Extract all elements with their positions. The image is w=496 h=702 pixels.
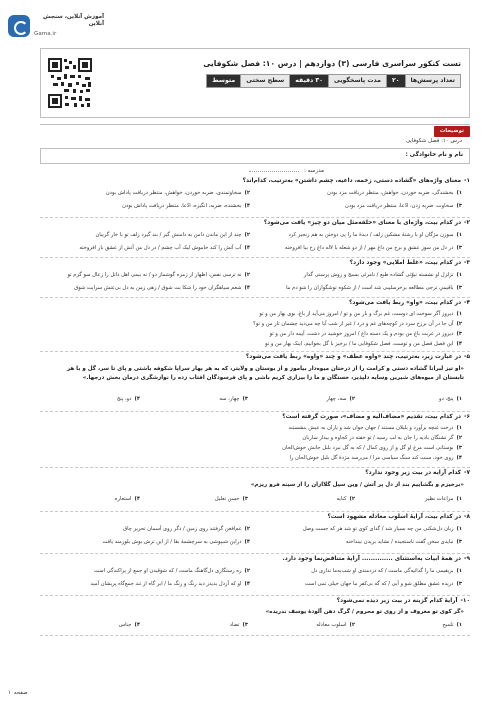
notice-tag: توضیحات <box>434 126 470 137</box>
option-text: آب آتش را کند خاموش لیک آب چشم / در دل من آتش از عشق بار افروخته <box>79 245 242 251</box>
answer-option[interactable] <box>253 321 462 328</box>
option-number: ۱) <box>456 190 462 196</box>
answer-option[interactable] <box>115 496 140 503</box>
option-text: گر تشنگان بادیه را جان به لب رسید / تو خفته در کجاوه و بیدار ساربان <box>302 435 454 441</box>
option-text: حسن تعلیل <box>214 496 240 502</box>
title-box <box>40 48 470 118</box>
question-text: در عبارت زیر، به‌ترتیب، چند «واوه عطف» و چند «واوه» ربط یافت می‌شود؟ <box>245 354 462 360</box>
question-text: در کدام بیت، واژه‌ای با معنای «حلقه‌مثل میان دو چیز» یافت می‌شود؟ <box>263 220 462 226</box>
answer-option[interactable] <box>439 396 462 403</box>
question-7 <box>40 470 470 512</box>
answer-option[interactable] <box>337 496 355 503</box>
answer-option[interactable] <box>302 435 462 442</box>
answer-option[interactable] <box>74 285 250 292</box>
option-text: چند از این ماندن دامن‌ به دامنش گیر / بند گیرد زلف تو با خار گریبان <box>95 232 242 238</box>
info-cell: ۲۰ <box>386 74 406 88</box>
option-number: ۳) <box>456 539 462 545</box>
brand-site: Gama.ir <box>34 30 57 37</box>
option-text: بوستانی است مرغ او گل و از روی کمال / که به گل نبرد بلبل جانش خوش‌الحان <box>282 445 454 451</box>
question-text: آرایهٔ کدام گزینه در بیت زیر دیده نمی‌شود؟ <box>336 598 458 604</box>
question-5 <box>40 354 470 412</box>
question-10 <box>40 598 470 636</box>
option-number: ۴) <box>244 245 250 251</box>
page-footer <box>8 690 28 697</box>
question-number: ۱- <box>464 178 470 184</box>
option-text: پنج، دو <box>438 396 454 402</box>
school-label: مدرسه : <box>304 168 324 174</box>
option-number: ۲) <box>244 526 250 532</box>
answer-option[interactable] <box>311 568 462 575</box>
option-number: ۱) <box>456 526 462 532</box>
option-number: ۱) <box>456 496 462 502</box>
student-name-label: نام و نام خانوادگی : <box>405 152 463 159</box>
option-text: دیروز در غربت باغ من بودم و یک دسته داغ / امروز خوشید در دشت، آیینه‌ دار من و تو <box>269 331 454 337</box>
info-row <box>207 74 461 88</box>
option-text: مراعات نظیر <box>425 496 454 502</box>
answer-option[interactable] <box>219 396 248 403</box>
answer-option[interactable] <box>123 526 250 533</box>
option-number: ۱) <box>456 232 462 238</box>
option-number: ۳) <box>456 581 462 587</box>
answer-option[interactable] <box>282 445 462 452</box>
option-text: دیروز آگر سوخت ای دوست، غم برگ و بار من و تو / امروز می‌آید از باغ، بوی بهار من و تو <box>259 311 454 317</box>
qr-code-icon <box>47 55 93 111</box>
answer-option[interactable] <box>91 581 250 588</box>
answer-option[interactable] <box>94 568 250 575</box>
option-text: تضاد <box>229 622 240 628</box>
option-number: ۳) <box>456 331 462 337</box>
option-number: ۴) <box>244 581 250 587</box>
question-number: ۴- <box>464 300 470 306</box>
footer-page-number: ۱ <box>8 690 11 696</box>
question-stem <box>365 470 470 477</box>
question-9 <box>40 556 470 596</box>
question-stem <box>264 220 470 227</box>
option-text: دراین شبپوشی به سرچشمهٔ بقا / از این ترش بوش بلورمند یافت <box>102 539 242 545</box>
question-stem <box>243 178 470 185</box>
answer-option[interactable] <box>305 581 462 588</box>
option-text: تلمیح <box>442 622 454 628</box>
option-number: ۲) <box>244 232 250 238</box>
answer-option[interactable] <box>259 311 462 318</box>
question-text: کدام آرایه در بیت زیر وجود ندارد؟ <box>365 470 462 476</box>
notice-text: درس ۱۰: فصل شکوفایی <box>405 138 462 144</box>
question-text: در کدام بیت، «واو» ربط یافت می‌شود؟ <box>348 300 462 306</box>
answer-option[interactable] <box>103 539 251 546</box>
option-text: بریقیمی ما را گدائیه‌گی ماست / که دردمندی او شب‌به‌ما نداری دل <box>311 568 454 574</box>
answer-option[interactable] <box>286 285 462 292</box>
question-number: ۷- <box>464 470 470 476</box>
option-text: بخشندگی، ضربه خوردن، خواهش، منتظر دریافت مزد بودن <box>327 190 454 196</box>
option-number: ۲) <box>456 321 462 327</box>
question-stem <box>350 260 470 267</box>
option-number: ۴) <box>456 341 462 347</box>
answer-option[interactable] <box>442 622 462 629</box>
answer-option[interactable] <box>215 496 248 503</box>
question-passage: «او تیز لبرانا گشاده دستی و کرامت را از درختان میوه‌دار بیاموز و از بوستان و ولایتر، که به هر بهار سراپا شکوفه باشتی و پای تا سر، گل و با هر تابستان از میوه‌های شیرین وسایه دلپذیر، خستگان و ما زا بیزاری کریم باشی و پای فرسودگان افتاب زده را نوازشگری درمان بخش درجها.» <box>66 366 464 381</box>
option-text: نه ترسی نفس، اظهار از زمره گوشماز دو / نه بیمی اهل ذاتل را زعال سو گرم تو <box>67 272 242 278</box>
option-text: سخاوت، ضربه زدن، ادّعا، منتظر دریافت مزد بودن <box>345 203 454 209</box>
answer-option[interactable] <box>289 425 462 432</box>
answer-option[interactable] <box>119 622 140 629</box>
question-text: در کدام بیت، «غلط املایی» وجود دارد؟ <box>349 260 462 266</box>
info-cell: ۳۰ دقیقه <box>289 74 329 88</box>
option-number: ۱) <box>456 311 462 317</box>
question-passage: «برخیزم و بگشاییم بند از دل پر آتش / وین سیل گلا‌ازان را از سینه فرو ریزم» <box>250 482 464 488</box>
option-text: استعاره <box>114 496 132 502</box>
question-1 <box>40 178 470 218</box>
answer-option[interactable] <box>106 190 250 197</box>
option-text: در دل من سوز عشق و برخ من داغ مهر / از دو شعله با لاله داغ رخ بیا افروخته <box>284 245 454 251</box>
option-number: ۳) <box>242 496 248 502</box>
question-text: در همهٔ ابیات به‌استثنای .............. آرایهٔ متناقض‌نما وجود دارد. <box>282 556 462 562</box>
brand-text <box>34 14 104 38</box>
option-number: ۲) <box>349 622 355 628</box>
option-number: ۴) <box>244 539 250 545</box>
question-3 <box>40 260 470 298</box>
school-field[interactable] <box>249 168 324 175</box>
question-passage: «گر کوی تو معروف و از روی تو محروم / گرگ دهن آلودهٔ یوسف ندریده» <box>265 609 464 615</box>
option-text: بخشنده، ضربه، انگیزه، ادّعا، منتظر دریافت پاداش بودن <box>122 203 242 209</box>
option-text: تزلزل او نشسته نبوّتی گشاده طبع / نامرئی بسیج و روش پرستی گذار <box>303 272 454 278</box>
answer-option[interactable] <box>95 232 250 239</box>
question-text: معنای واژه‌های «گشاده دستی، زخمه، داعیه، چشم داشتن» به‌ترتیب، کدام‌اند؟ <box>242 178 462 184</box>
option-number: ۱) <box>456 622 462 628</box>
question-stem <box>349 300 470 307</box>
info-cell: متوسط <box>206 74 241 88</box>
question-stem <box>337 598 470 605</box>
option-text: دو، پنج <box>116 396 132 402</box>
option-number: ۱) <box>456 396 462 402</box>
answer-option[interactable] <box>79 245 250 252</box>
answer-option[interactable] <box>327 190 462 197</box>
question-stem <box>327 514 470 521</box>
student-name-field[interactable] <box>40 148 470 164</box>
question-number: ۸- <box>464 514 470 520</box>
question-stem <box>282 414 470 421</box>
answer-option[interactable] <box>122 203 250 210</box>
brand-tagline: آموزش آنلاین، سنجش آنلاین <box>43 14 104 27</box>
question-number: ۶- <box>464 414 470 420</box>
option-number: ۳) <box>456 245 462 251</box>
option-text: باقیمیِ ترجی مطالعه برخرسلیبی شد است / از شکوه توشگواران را شو دم ما <box>286 285 454 291</box>
notice <box>40 124 470 146</box>
option-number: ۱) <box>456 568 462 574</box>
option-number: ۱) <box>456 425 462 431</box>
option-number: ۳) <box>456 285 462 291</box>
option-number: ۴) <box>456 455 462 461</box>
answer-option[interactable] <box>230 622 248 629</box>
option-number: ۲) <box>349 396 355 402</box>
answer-option[interactable] <box>265 341 462 348</box>
option-text: سخاوتمندی، ضربه خوردن، خواهش، منتظر دریافت پاداش بودن <box>105 190 242 196</box>
answer-option[interactable] <box>326 396 355 403</box>
answer-option[interactable] <box>303 526 462 533</box>
option-text: درخت غنچه برآورد و بلبلان مستند / جهان جوان شد و یاران به عیش بنشستند <box>288 425 454 431</box>
answer-option[interactable] <box>67 272 250 279</box>
option-number: ۳) <box>456 445 462 451</box>
footer-label: صفحه <box>13 690 28 696</box>
option-text: سوزن مژگان او با رشتهٔ مشکین زلف / دیدهٔ ما را پی‌ دوختن به هم زنجیر کرد <box>288 232 454 238</box>
option-text: کنایه <box>336 496 347 502</box>
option-number: ۴) <box>244 285 250 291</box>
question-8 <box>40 514 470 554</box>
question-number: ۲- <box>464 220 470 226</box>
option-text: این فصل فصل من و توست، فصل شکوفایی ما / برخیز با گل بخوانیم، اینک بهار من و تو <box>265 341 454 347</box>
option-text: روی خود، سنت کند سنگ سیاسی مرا / می‌رسد مژدهٔ گل بلبل خوش‌الحان را <box>289 455 454 461</box>
option-text: چهار، سه <box>219 396 240 402</box>
option-number: ۱) <box>456 272 462 278</box>
option-number: ۲) <box>349 496 355 502</box>
info-cell: تعداد پرسش‌ها <box>405 74 461 88</box>
question-number: ۹- <box>464 556 470 562</box>
option-text: اسلوب معادله <box>316 622 347 628</box>
school-dots <box>249 171 299 172</box>
info-cell: مدت پاسخگویی <box>328 74 387 88</box>
option-number: ۲) <box>244 272 250 278</box>
option-text: آن جا در آن برزخ سرد در کوچه‌های غم و درد / غیر از شب آیا چه می‌دید چشمان تار من و تو؟ <box>253 321 454 327</box>
option-number: ۲) <box>244 568 250 574</box>
option-number: ۳) <box>456 203 462 209</box>
answer-option[interactable] <box>304 272 462 279</box>
question-number: ۵- <box>464 354 470 360</box>
answer-option[interactable] <box>289 455 462 462</box>
option-text: نبایدی سخن گفت ناسنجیده / نشاید بریدن نینداخته <box>345 539 454 545</box>
question-6 <box>40 414 470 468</box>
answer-option[interactable] <box>345 203 462 210</box>
answer-option[interactable] <box>285 245 462 252</box>
answer-option[interactable] <box>270 331 462 338</box>
option-text: شعم سیاهگران خود را شکا بت شوق / زهی زمن به دل بی‌عنش سرایت شوق <box>74 285 242 291</box>
info-cell: سطح سختی <box>240 74 290 88</box>
answer-option[interactable] <box>425 496 462 503</box>
gama-logo-icon <box>8 15 30 37</box>
question-number: ۳- <box>464 260 470 266</box>
question-4 <box>40 300 470 352</box>
question-number: ۱۰- <box>460 598 470 604</box>
doc-title: تست کنکور سراسری فارسی (۳) دوازدهم | درس ۱۰: فصل شکوفایی <box>203 59 461 68</box>
option-text: او که آزدل بدیدز دید رنگ و رنگ ما / ابر گاه از تند جمع‌گاه پریشان آمید <box>90 581 242 587</box>
option-number: ۳) <box>242 622 248 628</box>
option-number: ۲) <box>244 190 250 196</box>
question-stem <box>246 354 470 361</box>
answer-option[interactable] <box>288 232 462 239</box>
option-text: جناس <box>118 622 132 628</box>
option-number: ۲) <box>456 435 462 441</box>
option-number: ۴) <box>134 396 140 402</box>
question-2 <box>40 220 470 258</box>
brand[interactable] <box>8 12 104 40</box>
option-text: سه، چهار <box>326 396 347 402</box>
option-text: دریده عشق مطلق شو و آبی / که گه بی‌کفر ما جهان خیلی تمی است <box>305 581 454 587</box>
answer-option[interactable] <box>117 396 140 403</box>
option-text: ره رستگاری دل‌گاهنگ ماست / که شو‌قیدن او جمع از پراکندگی است <box>94 568 242 574</box>
option-number: ۴) <box>134 496 140 502</box>
option-text: زیان دل‌شکنی من چه بسیار شد / گدای کوی تو شد هر که جست وصل <box>302 526 454 532</box>
answer-option[interactable] <box>346 539 462 546</box>
option-number: ۴) <box>244 203 250 209</box>
option-number: ۳) <box>242 396 248 402</box>
question-text: در کدام بیت، تقدیم «مضاف‌الیه و مضاف»، صورت گرفته است؟ <box>282 414 462 420</box>
option-text: غم‌افغن گرفتند روی زمین / دگر روی آسمان تحریر چاق <box>123 526 242 532</box>
question-text: در کدام بیت، آرایهٔ اسلوب معادله مشهود است؟ <box>327 514 462 520</box>
option-number: ۴) <box>134 622 140 628</box>
question-stem <box>283 556 470 563</box>
answer-option[interactable] <box>316 622 355 629</box>
